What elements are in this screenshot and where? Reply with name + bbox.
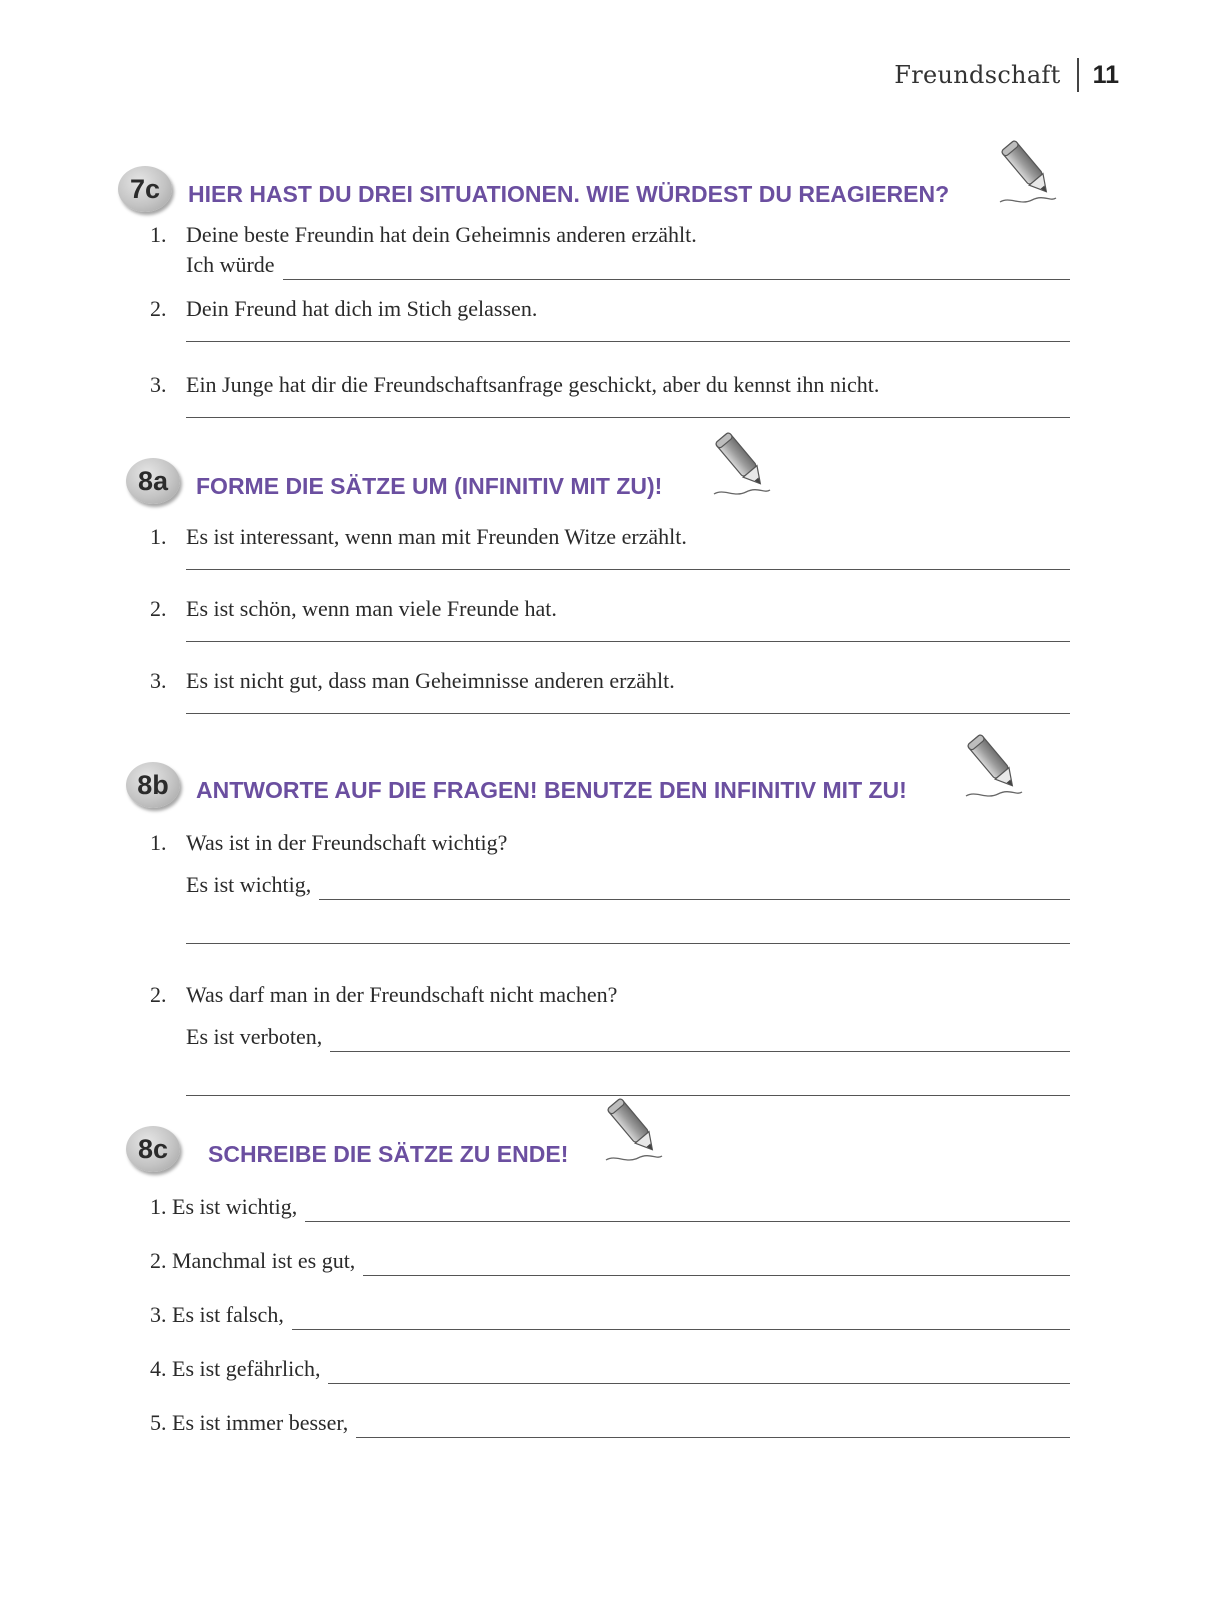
item-text: Deine beste Freundin hat dein Geheimnis anderen erzählt. <box>186 222 697 247</box>
list-item <box>150 522 1070 570</box>
answer-line[interactable] <box>330 1029 1070 1052</box>
exercise-8c-header <box>126 1126 568 1172</box>
item-lead: Es ist wichtig, <box>186 872 312 897</box>
answer-line[interactable] <box>186 942 1070 944</box>
item-lead: 4. Es ist gefährlich, <box>150 1356 321 1381</box>
item-number: 1. <box>150 524 167 549</box>
answer-line[interactable] <box>305 1199 1070 1222</box>
list-item <box>150 1408 1070 1438</box>
item-number: 2. <box>150 296 167 321</box>
exercise-8b-header <box>126 762 907 808</box>
list-item <box>150 1246 1070 1276</box>
item-lead: Es ist verboten, <box>186 1024 323 1049</box>
answer-line[interactable] <box>186 416 1070 418</box>
item-number: 3. <box>150 372 167 397</box>
item-lead: 2. Manchmal ist es gut, <box>150 1248 356 1273</box>
pencil-icon <box>964 730 1026 800</box>
chapter-title: Freundschaft <box>894 61 1061 89</box>
item-number: 2. <box>150 596 167 621</box>
list-item <box>150 220 1070 280</box>
exercise-title: ANTWORTE AUF DIE FRAGEN! BENUTZE DEN INFINITIV MIT ZU! <box>196 776 907 803</box>
exercise-title: SCHREIBE DIE SÄTZE ZU ENDE! <box>208 1140 569 1167</box>
item-text: Es ist nicht gut, dass man Geheimnisse anderen erzählt. <box>186 668 675 693</box>
exercise-badge: 7c <box>118 166 172 212</box>
pencil-icon <box>998 136 1060 206</box>
item-text: Es ist interessant, wenn man mit Freunden Witze erzählt. <box>186 524 687 549</box>
answer-line[interactable] <box>292 1307 1070 1330</box>
header-divider <box>1077 58 1079 92</box>
exercise-badge: 8c <box>126 1126 180 1172</box>
answer-line[interactable] <box>186 712 1070 714</box>
item-lead: Ich würde <box>186 252 275 277</box>
item-lead: 3. Es ist falsch, <box>150 1302 284 1327</box>
list-item <box>150 1354 1070 1384</box>
exercise-8a-list <box>150 522 1070 714</box>
item-lead: 5. Es ist immer besser, <box>150 1410 349 1435</box>
item-text: Was ist in der Freundschaft wichtig? <box>186 830 508 855</box>
item-lead: 1. Es ist wichtig, <box>150 1194 298 1219</box>
item-text: Ein Junge hat dir die Freundschaftsanfrage geschickt, aber du kennst ihn nicht. <box>186 372 880 397</box>
item-number: 3. <box>150 668 167 693</box>
exercise-7c-header <box>118 166 949 212</box>
list-item <box>150 370 1070 418</box>
answer-line[interactable] <box>356 1415 1070 1438</box>
item-text: Dein Freund hat dich im Stich gelassen. <box>186 296 538 321</box>
exercise-8b-list <box>150 828 1070 1096</box>
item-number: 1. <box>150 830 167 855</box>
pencil-icon <box>712 428 774 498</box>
answer-line[interactable] <box>186 640 1070 642</box>
list-item <box>150 828 1070 944</box>
exercise-badge: 8b <box>126 762 180 808</box>
item-number: 1. <box>150 222 167 247</box>
page-header <box>894 58 1119 92</box>
pencil-icon <box>604 1094 666 1164</box>
exercise-8a-header <box>126 458 662 504</box>
exercise-title: FORME DIE SÄTZE UM (INFINITIV MIT ZU)! <box>196 472 663 499</box>
item-number: 2. <box>150 982 167 1007</box>
exercise-8c-list <box>150 1192 1070 1438</box>
exercise-badge: 8a <box>126 458 180 504</box>
answer-line[interactable] <box>328 1361 1070 1384</box>
item-text: Es ist schön, wenn man viele Freunde hat. <box>186 596 557 621</box>
exercise-title: HIER HAST DU DREI SITUATIONEN. WIE WÜRDEST DU REAGIEREN? <box>188 180 950 207</box>
list-item <box>150 1300 1070 1330</box>
list-item <box>150 594 1070 642</box>
list-item <box>150 1192 1070 1222</box>
list-item <box>150 980 1070 1096</box>
answer-line[interactable] <box>319 877 1070 900</box>
list-item <box>150 294 1070 342</box>
answer-line[interactable] <box>186 340 1070 342</box>
exercise-7c-list <box>150 220 1070 418</box>
item-text: Was darf man in der Freundschaft nicht machen? <box>186 982 618 1007</box>
list-item <box>150 666 1070 714</box>
answer-line[interactable] <box>186 568 1070 570</box>
page-number: 11 <box>1092 60 1119 89</box>
answer-line[interactable] <box>283 257 1070 280</box>
answer-line[interactable] <box>363 1253 1070 1276</box>
